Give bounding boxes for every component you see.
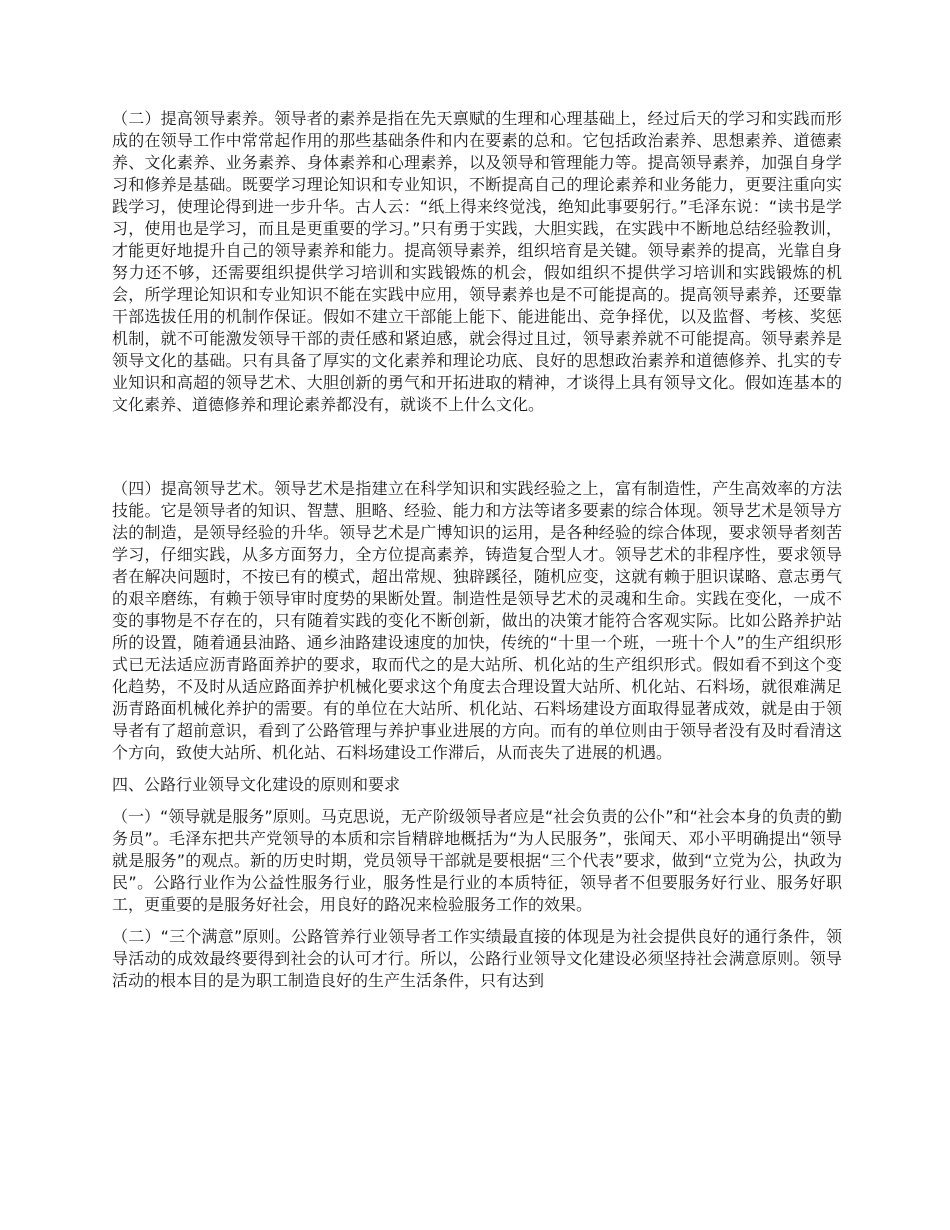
paragraph-gap (112, 796, 842, 806)
paragraph-leadership-art: （四）提高领导艺术。领导艺术是指建立在科学知识和实践经验之上，富有制造性，产生高效率的方法技能。它是领导者的知识、智慧、胆略、经验、能力和方法等诸多要素的综合体现。领导艺术是领导方法的制造，是领导经验的升华。领导艺术是广博知识的运用，是各种经验的综合体现，要求领导者刻苦学习，仔细实践，从多方面努力，全方位提高素养，铸造复合型人才。领导艺术的非程序性，要求领导者在解决问题时，不按已有的模式，超出常规、独辟蹊径，随机应变，这就有赖于胆识谋略、意志勇气的艰辛磨练，有赖于领导审时度势的果断处置。制造性是领导艺术的灵魂和生命。实践在变化，一成不变的事物是不存在的，只有随着实践的变化不断创新，做出的决策才能符合客观实际。比如公路养护站所的设置，随着通县油路、通乡油路建设速度的加快，传统的“十里一个班，一班十个人”的生产组织形式已无法适应沥青路面养护的要求，取而代之的是大站所、机化站的生产组织形式。假如看不到这个变化趋势，不及时从适应路面养护机械化要求这个角度去合理设置大站所、机化站、石料场，就很难满足沥青路面机械化养护的需要。有的单位在大站所、机化站、石料场建设方面取得显著成效，就是由于领导者有了超前意识，看到了公路管理与养护事业进展的方向。而有的单位则由于领导者没有及时看清这个方向，致使大站所、机化站、石料场建设工作滞后，从而丧失了进展的机遇。 (112, 479, 842, 762)
section-heading: 四、公路行业领导文化建设的原则和要求 (112, 775, 401, 794)
paragraph-gap (112, 916, 842, 926)
paragraph-service-principle: （一）“领导就是服务”原则。马克思说，无产阶级领导者应是“社会负责的公仆”和“社会本身的负责的勤务员”。毛泽东把共产党领导的本质和宗旨精辟地概括为“为人民服务”，张闻天、邓小平明确提出“领导就是服务”的观点。新的历史时期，党员领导干部就是要根据“三个代表”要求，做到“立党为公，执政为民”。公路行业作为公益性服务行业，服务性是行业的本质特征，领导者不但要服务好行业、服务好职工，更重要的是服务好社会，用良好的路况来检验服务工作的效果。 (112, 807, 842, 914)
section-gap (112, 416, 842, 478)
paragraph-three-satisfaction: （二）“三个满意”原则。公路管养行业领导者工作实绩最直接的体现是为社会提供良好的通行条件，领导活动的成效最终要得到社会的认可才行。所以，公路行业领导文化建设必须坚持社会满意原则。领导活动的根本目的是为职工制造良好的生产生活条件，只有达到 (112, 927, 842, 990)
document-body (112, 108, 842, 992)
paragraph-leadership-quality: （二）提高领导素养。领导者的素养是指在先天禀赋的生理和心理基础上，经过后天的学习和实践而形成的在领导工作中常常起作用的那些基础条件和内在要素的总和。它包括政治素养、思想素养、道德素养、文化素养、业务素养、身体素养和心理素养，以及领导和管理能力等。提高领导素养，加强自身学习和修养是基础。既要学习理论知识和专业知识，不断提高自己的理论素养和业务能力，更要注重向实践学习，使理论得到进一步升华。古人云：“纸上得来终觉浅，绝知此事要躬行。”毛泽东说：“读书是学习，使用也是学习，而且是更重要的学习。”只有勇于实践，大胆实践，在实践中不断地总结经验教训，才能更好地提升自己的领导素养和能力。提高领导素养，组织培育是关键。领导素养的提高，光靠自身努力还不够，还需要组织提供学习培训和实践锻炼的机会，假如组织不提供学习培训和实践锻炼的机会，所学理论知识和专业知识不能在实践中应用，领导素养也是不可能提高的。提高领导素养，还要靠干部选拔任用的机制作保证。假如不建立干部能上能下、能进能出、竞争择优，以及监督、考核、奖惩机制，就不可能激发领导干部的责任感和紧迫感，就会得过且过，领导素养就不可能提高。领导素养是领导文化的基础。只有具备了厚实的文化素养和理论功底、良好的思想政治素养和道德修养、扎实的专业知识和高超的领导艺术、大胆创新的勇气和开拓进取的精神，才谈得上具有领导文化。假如连基本的文化素养、道德修养和理论素养都没有，就谈不上什么文化。 (112, 109, 842, 414)
paragraph-gap (112, 764, 842, 774)
